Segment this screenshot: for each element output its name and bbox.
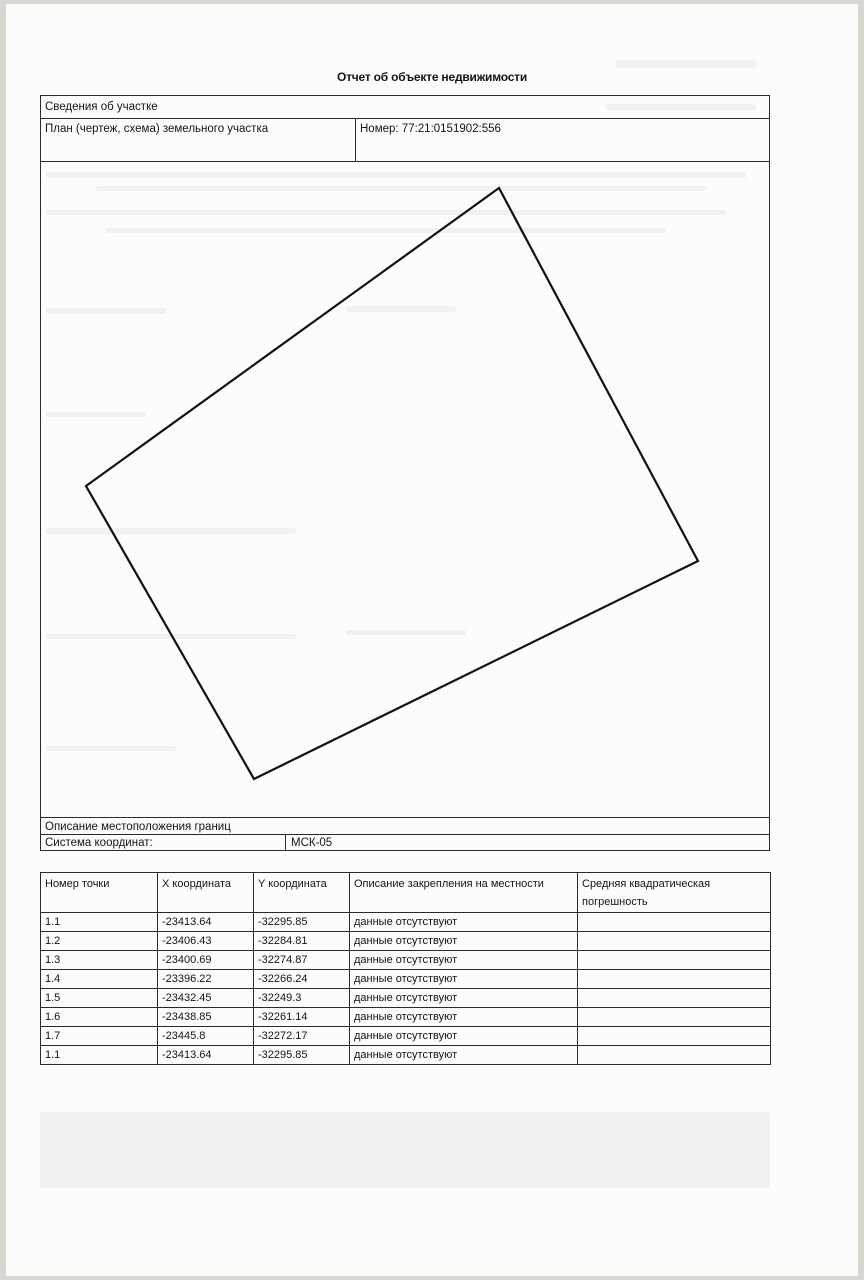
cadastral-number-value: 77:21:0151902:556	[401, 123, 501, 135]
description-cell: данные отсутствуют	[350, 951, 578, 970]
x-coordinate-cell: -23413.64	[158, 1046, 254, 1065]
error-cell	[578, 1046, 771, 1065]
coordinate-system-value: МСК-05	[291, 837, 333, 849]
coordinate-system-label: Система координат:	[45, 837, 153, 849]
point-number-cell: 1.1	[41, 913, 158, 932]
divider	[41, 817, 769, 818]
column-header-point-number: Номер точки	[41, 873, 158, 913]
x-coordinate-cell: -23406.43	[158, 932, 254, 951]
parcel-plan-drawing	[41, 161, 769, 816]
parcel-boundary-polygon	[86, 188, 698, 779]
error-cell	[578, 989, 771, 1008]
table-row	[41, 970, 771, 989]
y-coordinate-cell: -32249.3	[254, 989, 350, 1008]
column-header-error: Средняя квадратическая погрешность	[578, 873, 771, 913]
cadastral-number	[360, 122, 501, 136]
column-header-x: X координата	[158, 873, 254, 913]
description-cell: данные отсутствуют	[350, 932, 578, 951]
point-number-cell: 1.6	[41, 1008, 158, 1027]
description-cell: данные отсутствуют	[350, 1008, 578, 1027]
plan-label: План (чертеж, схема) земельного участка	[45, 123, 269, 135]
x-coordinate-cell: -23438.85	[158, 1008, 254, 1027]
cadastral-number-label: Номер:	[360, 123, 399, 135]
point-number-cell: 1.2	[41, 932, 158, 951]
y-coordinate-cell: -32274.87	[254, 951, 350, 970]
parcel-info-frame	[40, 95, 770, 851]
table-row	[41, 1046, 771, 1065]
error-cell	[578, 1008, 771, 1027]
table-row	[41, 989, 771, 1008]
table-row	[41, 951, 771, 970]
description-cell: данные отсутствуют	[350, 970, 578, 989]
point-number-cell: 1.1	[41, 1046, 158, 1065]
x-coordinate-cell: -23445.8	[158, 1027, 254, 1046]
divider	[41, 834, 769, 835]
divider	[41, 118, 769, 119]
show-through-block	[40, 1112, 770, 1188]
description-cell: данные отсутствуют	[350, 1027, 578, 1046]
x-coordinate-cell: -23400.69	[158, 951, 254, 970]
description-cell: данные отсутствуют	[350, 1046, 578, 1065]
table-row	[41, 913, 771, 932]
error-cell	[578, 970, 771, 989]
show-through-text	[616, 60, 756, 68]
description-cell: данные отсутствуют	[350, 989, 578, 1008]
error-cell	[578, 1027, 771, 1046]
column-header-description: Описание закрепления на местности	[350, 873, 578, 913]
error-cell	[578, 913, 771, 932]
point-number-cell: 1.3	[41, 951, 158, 970]
table-row	[41, 1008, 771, 1027]
y-coordinate-cell: -32272.17	[254, 1027, 350, 1046]
boundary-points-table	[40, 872, 771, 1065]
divider	[285, 834, 286, 851]
report-page	[6, 4, 858, 1276]
y-coordinate-cell: -32295.85	[254, 1046, 350, 1065]
point-number-cell: 1.5	[41, 989, 158, 1008]
x-coordinate-cell: -23432.45	[158, 989, 254, 1008]
point-number-cell: 1.4	[41, 970, 158, 989]
description-cell: данные отсутствуют	[350, 913, 578, 932]
point-number-cell: 1.7	[41, 1027, 158, 1046]
document-title: Отчет об объекте недвижимости	[336, 70, 528, 84]
y-coordinate-cell: -32284.81	[254, 932, 350, 951]
y-coordinate-cell: -32261.14	[254, 1008, 350, 1027]
section-title-boundaries: Описание местоположения границ	[45, 821, 231, 833]
error-cell	[578, 951, 771, 970]
table-row	[41, 932, 771, 951]
table-header-row	[41, 873, 771, 913]
y-coordinate-cell: -32266.24	[254, 970, 350, 989]
table-row	[41, 1027, 771, 1046]
x-coordinate-cell: -23413.64	[158, 913, 254, 932]
section-title-parcel-info: Сведения об участке	[45, 101, 158, 113]
divider	[355, 118, 356, 161]
x-coordinate-cell: -23396.22	[158, 970, 254, 989]
column-header-y: Y координата	[254, 873, 350, 913]
error-cell	[578, 932, 771, 951]
y-coordinate-cell: -32295.85	[254, 913, 350, 932]
